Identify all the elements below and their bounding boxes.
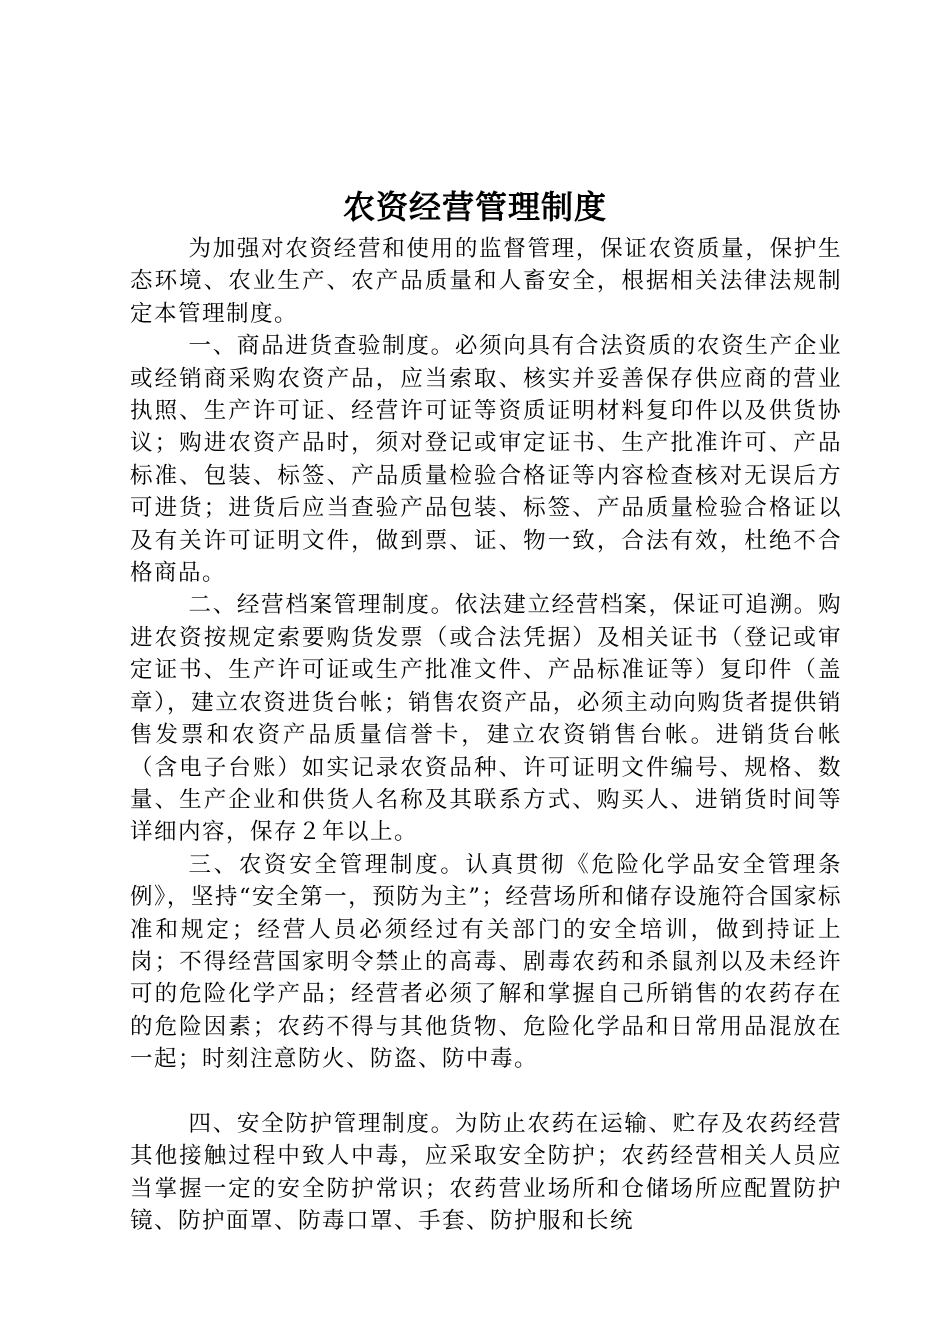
paragraph-safety-management: 三、农资安全管理制度。认真贯彻《危险化学品安全管理条例》，坚持“安全第一，预防为主”；经营场所和储存设施符合国家标准和规定；经营人员必须经过有关部门的安全培训，做到持证上岗；不得经营国家明令禁止的高毒、剧毒农药和杀鼠剂以及未经许可的危险化学产品；经营者必须了解和掌握自己所销售的农药存在的危险因素；农药不得与其他货物、危险化学品和日常用品混放在一起；时刻注意防火、防盗、防中毒。 [130, 851, 842, 1073]
paragraph-business-records: 二、经营档案管理制度。依法建立经营档案，保证可追溯。购进农资按规定索要购货发票（或合法凭据）及相关证书（登记或审定证书、生产许可证或生产批准文件、产品标准证等）复印件（盖章），建立农资进货台帐；销售农资产品，必须主动向购货者提供销售发票和农资产品质量信誉卡，建立农资销售台帐。进销货台帐（含电子台账）如实记录农资品种、许可证明文件编号、规格、数量、生产企业和供货人名称及其联系方式、购买人、进销货时间等详细内容，保存２年以上。 [130, 592, 842, 846]
paragraph-safety-protection: 四、安全防护管理制度。为防止农药在运输、贮存及农药经营其他接触过程中致人中毒，应采取安全防护；农药经营相关人员应当掌握一定的安全防护常识；农药营业场所和仓储场所应配置防护镜、防护面罩、防毒口罩、手套、防护服和长统 [130, 1110, 842, 1235]
paragraph-spacer [130, 1076, 842, 1108]
paragraph-intro: 为加强对农资经营和使用的监督管理，保证农资质量，保护生态环境、农业生产、农产品质量和人畜安全，根据相关法律法规制定本管理制度。 [130, 236, 842, 327]
paragraph-purchase-inspection: 一、商品进货查验制度。必须向具有合法资质的农资生产企业或经销商采购农资产品，应当索取、核实并妥善保存供应商的营业执照、生产许可证、经营许可证等资质证明材料复印件以及供货协议；购进农资产品时，须对登记或审定证书、生产批准许可、产品标准、包装、标签、产品质量检验合格证等内容检查核对无误后方可进货；进货后应当查验产品包装、标签、产品质量检验合格证以及有关许可证明文件，做到票、证、物一致，合法有效，杜绝不合格商品。 [130, 333, 842, 587]
document-title: 农资经营管理制度 [342, 188, 607, 226]
document-body [130, 233, 842, 1238]
